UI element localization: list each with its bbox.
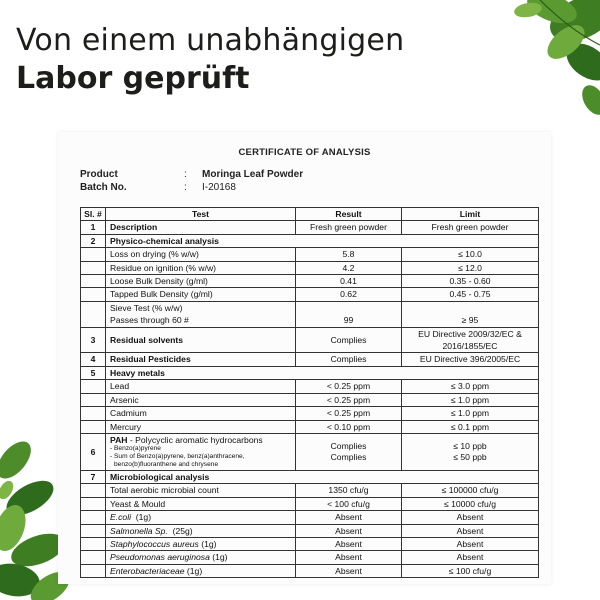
headline-line-2: Labor geprüft bbox=[16, 61, 250, 96]
certificate-title: CERTIFICATE OF ANALYSIS bbox=[238, 147, 371, 158]
col-test: Test bbox=[106, 208, 296, 221]
row-result: < 0.25 ppm bbox=[296, 380, 402, 393]
table-row bbox=[81, 380, 539, 393]
row-limit: ≤ 100 cfu/g bbox=[402, 564, 539, 577]
batch-colon: : bbox=[184, 182, 187, 193]
row-result: < 0.10 ppm bbox=[296, 420, 402, 433]
organism-name: Enterobacteriaceae bbox=[110, 565, 185, 576]
row-limit: Absent bbox=[402, 524, 539, 537]
table-row bbox=[81, 497, 539, 510]
pah-title-rest: - Polycyclic aromatic hydrocarbons bbox=[127, 434, 263, 445]
row-sl: 2 bbox=[81, 234, 106, 247]
row-limit: Absent bbox=[402, 551, 539, 564]
row-result bbox=[296, 433, 402, 470]
row-test: Yeast & Mould bbox=[106, 497, 296, 510]
row-result: 4.2 bbox=[296, 261, 402, 274]
table-row bbox=[81, 327, 539, 353]
row-result: 1350 cfu/g bbox=[296, 484, 402, 497]
table-row bbox=[81, 353, 539, 366]
row-limit bbox=[402, 327, 539, 353]
row-result: Absent bbox=[296, 564, 402, 577]
table-row bbox=[81, 275, 539, 288]
moringa-leaves-top-right bbox=[470, 0, 600, 125]
row-result: Complies bbox=[296, 353, 402, 366]
table-row bbox=[81, 564, 539, 577]
row-limit: Absent bbox=[402, 511, 539, 524]
table-row bbox=[81, 288, 539, 301]
row-test: Cadmium bbox=[106, 407, 296, 420]
analysis-table bbox=[80, 207, 539, 578]
row-test: Residue on ignition (% w/w) bbox=[106, 261, 296, 274]
col-sl: Sl. # bbox=[81, 208, 106, 221]
row-limit bbox=[402, 433, 539, 470]
product-line bbox=[80, 169, 303, 180]
product-value: Moringa Leaf Powder bbox=[202, 169, 304, 180]
table-row bbox=[81, 393, 539, 406]
sample-size: (1g) bbox=[184, 565, 203, 576]
organism-name: Staphylococcus aureus bbox=[110, 538, 199, 549]
pah-sub-3: benzo(b)fluoranthene and chrysene bbox=[114, 460, 219, 468]
row-test bbox=[106, 551, 296, 564]
row-test: Loss on drying (% w/w) bbox=[106, 248, 296, 261]
row-limit: Fresh green powder bbox=[402, 221, 539, 234]
row-limit: EU Directive 396/2005/EC bbox=[402, 353, 539, 366]
row-test: Residual Pesticides bbox=[106, 353, 296, 366]
row-limit: 0.35 - 0.60 bbox=[402, 275, 539, 288]
row-test: Residual solvents bbox=[106, 327, 296, 353]
row-test bbox=[106, 524, 296, 537]
table-row bbox=[81, 234, 539, 247]
row-test-line-2: Passes through 60 # bbox=[110, 315, 189, 326]
table-row bbox=[81, 537, 539, 550]
row-test bbox=[106, 511, 296, 524]
row-test bbox=[106, 564, 296, 577]
sample-size: (25g) bbox=[167, 525, 193, 536]
organism-name: Salmonella Sp. bbox=[110, 525, 168, 536]
row-limit-line-2: 2016/1855/EC bbox=[442, 341, 498, 352]
row-limit: ≤ 1.0 ppm bbox=[402, 407, 539, 420]
organism-name: Pseudomonas aeruginosa bbox=[110, 552, 210, 563]
row-test: Tapped Bulk Density (g/ml) bbox=[106, 288, 296, 301]
table-row bbox=[81, 248, 539, 261]
row-sl: 5 bbox=[81, 366, 106, 379]
row-test bbox=[106, 301, 296, 327]
table-row bbox=[81, 470, 539, 483]
table-row bbox=[81, 551, 539, 564]
batch-line bbox=[80, 182, 236, 193]
row-sl: 1 bbox=[81, 221, 106, 234]
row-test bbox=[106, 433, 296, 470]
row-sl: 3 bbox=[81, 327, 106, 353]
certificate-of-analysis bbox=[58, 132, 551, 584]
pah-title: PAH bbox=[110, 434, 128, 445]
row-result: 99 bbox=[296, 301, 402, 327]
row-limit: 0.45 - 0.75 bbox=[402, 288, 539, 301]
row-test: Loose Bulk Density (g/ml) bbox=[106, 275, 296, 288]
headline bbox=[16, 22, 404, 98]
row-limit: ≤ 10.0 bbox=[402, 248, 539, 261]
organism-name: E.coli bbox=[110, 512, 132, 523]
row-result-line-1: Complies bbox=[330, 440, 367, 451]
row-limit: ≤ 100000 cfu/g bbox=[402, 484, 539, 497]
row-section-title: Microbiological analysis bbox=[106, 470, 539, 483]
table-row bbox=[81, 407, 539, 420]
row-result: 0.41 bbox=[296, 275, 402, 288]
row-limit: ≤ 1.0 ppm bbox=[402, 393, 539, 406]
table-row bbox=[81, 484, 539, 497]
row-sl: 4 bbox=[81, 353, 106, 366]
col-limit: Limit bbox=[402, 208, 539, 221]
batch-label: Batch No. bbox=[80, 182, 127, 193]
col-result: Result bbox=[296, 208, 402, 221]
sample-size: (1g) bbox=[131, 512, 152, 523]
row-result: Absent bbox=[296, 524, 402, 537]
row-limit: ≤ 10000 cfu/g bbox=[402, 497, 539, 510]
row-result: 0.62 bbox=[296, 288, 402, 301]
row-limit-line-1: ≤ 10 ppb bbox=[453, 440, 487, 451]
row-test bbox=[106, 537, 296, 550]
row-result-line-2: Complies bbox=[330, 451, 367, 462]
table-row bbox=[81, 261, 539, 274]
table-row bbox=[81, 221, 539, 234]
row-result: < 0.25 ppm bbox=[296, 393, 402, 406]
row-limit: ≤ 0.1 ppm bbox=[402, 420, 539, 433]
row-test: Lead bbox=[106, 380, 296, 393]
row-result: Absent bbox=[296, 551, 402, 564]
table-row bbox=[81, 420, 539, 433]
row-test: Arsenic bbox=[106, 393, 296, 406]
row-limit: ≤ 3.0 ppm bbox=[402, 380, 539, 393]
table-row bbox=[81, 511, 539, 524]
row-test: Total aerobic microbial count bbox=[106, 484, 296, 497]
table-header-row bbox=[81, 208, 539, 221]
row-result: Absent bbox=[296, 511, 402, 524]
table-row bbox=[81, 433, 539, 470]
row-test: Mercury bbox=[106, 420, 296, 433]
row-limit: ≤ 12.0 bbox=[402, 261, 539, 274]
sample-size: (1g) bbox=[209, 552, 228, 563]
sample-size: (1g) bbox=[198, 538, 217, 549]
row-limit-line-2: ≤ 50 ppb bbox=[453, 451, 487, 462]
row-result: < 0.25 ppm bbox=[296, 407, 402, 420]
row-result: 5.8 bbox=[296, 248, 402, 261]
row-section-title: Heavy metals bbox=[106, 366, 539, 379]
row-result: Fresh green powder bbox=[296, 221, 402, 234]
row-limit: ≥ 95 bbox=[402, 301, 539, 327]
row-limit-line-1: EU Directive 2009/32/EC & bbox=[418, 328, 522, 339]
product-colon: : bbox=[184, 169, 187, 180]
table-row bbox=[81, 301, 539, 327]
row-limit: Absent bbox=[402, 537, 539, 550]
pah-sub-2: - Sum of Benzo(a)pyrene, benz(a)anthracene, bbox=[110, 452, 245, 460]
row-sl: 7 bbox=[81, 470, 106, 483]
product-label: Product bbox=[80, 169, 118, 180]
headline-line-1: Von einem unabhängigen bbox=[16, 23, 405, 58]
row-result: Absent bbox=[296, 537, 402, 550]
row-test-line-1: Sieve Test (% w/w) bbox=[110, 302, 183, 313]
row-result: Complies bbox=[296, 327, 402, 353]
table-row bbox=[81, 524, 539, 537]
row-section-title: Physico-chemical analysis bbox=[106, 234, 539, 247]
row-sl: 6 bbox=[81, 433, 106, 470]
batch-value: I-20168 bbox=[202, 182, 236, 193]
row-test: Description bbox=[106, 221, 296, 234]
table-row bbox=[81, 366, 539, 379]
pah-sub-1: - Benzo(a)pyrene bbox=[110, 444, 161, 452]
row-result: < 100 cfu/g bbox=[296, 497, 402, 510]
